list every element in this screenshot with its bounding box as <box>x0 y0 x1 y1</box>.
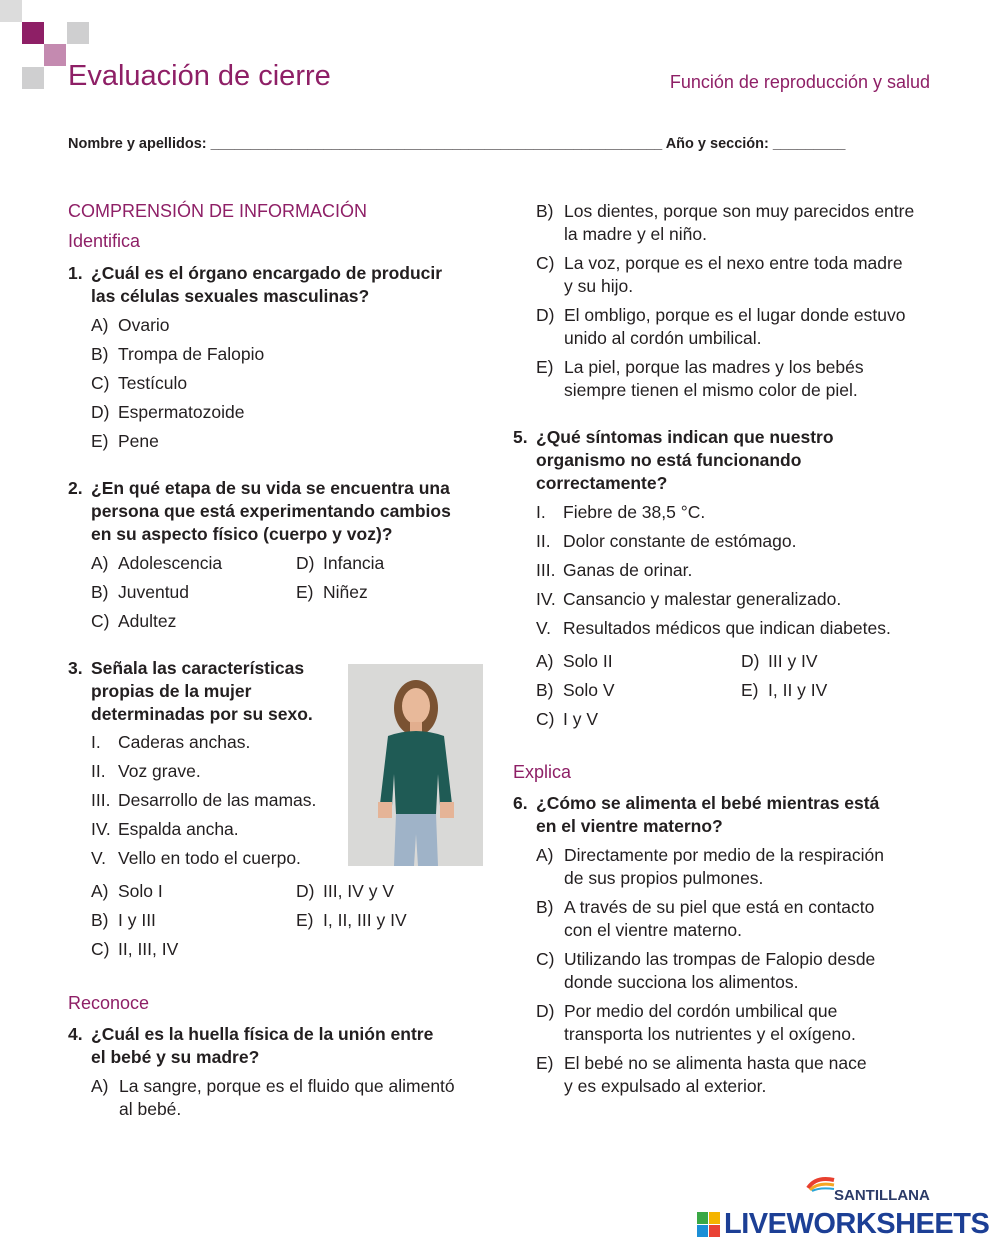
answer-option[interactable]: D) Infancia <box>296 553 385 573</box>
answer-option[interactable]: B) Juventud <box>91 582 190 602</box>
statement-item: I. Fiebre de 38,5 °C. <box>536 502 706 522</box>
answer-option[interactable]: B) A través de su piel que está en contacto con el vientre materno. <box>536 897 875 940</box>
answer-option[interactable]: E) I, II, III y IV <box>296 910 407 930</box>
subsection-heading: Reconoce <box>68 993 150 1013</box>
santillana-logo-icon <box>806 1176 836 1192</box>
statement-item: II. Voz grave. <box>91 761 201 781</box>
subsection-heading: Identifica <box>68 231 141 251</box>
answer-option[interactable]: B) Los dientes, porque son muy parecidos entre la madre y el niño. <box>536 201 915 244</box>
statement-item: III. Desarrollo de las mamas. <box>91 790 317 810</box>
answer-option[interactable]: E) La piel, porque las madres y los bebés siempre tienen el mismo color de piel. <box>536 357 864 400</box>
question-text: ¿Qué síntomas indican que nuestro organismo no está funcionando correctamente? <box>536 427 834 493</box>
question-text: Señala las características propias de la mujer determinadas por su sexo. <box>91 658 313 724</box>
question-number: 1. <box>68 263 83 283</box>
answer-option[interactable]: D) III, IV y V <box>296 881 394 901</box>
decor-square <box>44 44 66 66</box>
answer-option[interactable]: C) Testículo <box>91 373 188 393</box>
left-column <box>68 200 498 1121</box>
liveworksheets-logo-icon <box>697 1212 721 1238</box>
page-title: Evaluación de cierre <box>68 60 331 92</box>
answer-option[interactable]: E) I, II y IV <box>741 680 828 700</box>
answer-option[interactable]: C) Utilizando las trompas de Falopio desde donde succiona los alimentos. <box>536 949 876 992</box>
question-2 <box>68 477 498 633</box>
decor-square <box>67 22 89 44</box>
question-4 <box>68 1023 498 1121</box>
statement-item: II. Dolor constante de estómago. <box>536 531 797 551</box>
answer-option[interactable]: B) I y III <box>91 910 156 930</box>
question-number: 3. <box>68 658 83 678</box>
decor-square <box>0 0 22 22</box>
question-number: 5. <box>513 427 528 447</box>
section-heading: COMPRENSIÓN DE INFORMACIÓN <box>68 201 368 221</box>
answer-option[interactable]: B) Trompa de Falopio <box>91 344 265 364</box>
question-number: 2. <box>68 478 83 498</box>
answer-option[interactable]: A) Adolescencia <box>91 553 223 573</box>
answer-option[interactable]: A) Ovario <box>91 315 170 335</box>
page-subtitle: Función de reproducción y salud <box>669 72 930 92</box>
answer-option[interactable]: A) Solo II <box>536 651 613 671</box>
statement-item: III. Ganas de orinar. <box>536 560 693 580</box>
statement-item: IV. Espalda ancha. <box>91 819 239 839</box>
question-number: 4. <box>68 1024 83 1044</box>
name-section-field[interactable]: Nombre y apellidos: ________________________________________________________ Año y sección: _________ <box>68 136 846 152</box>
liveworksheets-logo[interactable]: LIVEWORKSHEETS <box>724 1208 990 1240</box>
answer-option[interactable]: C) II, III, IV <box>91 939 179 959</box>
answer-option[interactable]: C) La voz, porque es el nexo entre toda madre y su hijo. <box>536 253 903 296</box>
question-number: 6. <box>513 793 528 813</box>
woman-photo <box>348 664 483 866</box>
statement-item: I. Caderas anchas. <box>91 732 251 752</box>
statement-item: V. Resultados médicos que indican diabetes. <box>536 618 891 638</box>
answer-option[interactable]: E) El bebé no se alimenta hasta que nace y es expulsado al exterior. <box>536 1053 867 1096</box>
decor-square <box>22 67 44 89</box>
answer-option[interactable]: A) Directamente por medio de la respiración de sus propios pulmones. <box>536 845 885 888</box>
subsection-heading: Explica <box>513 762 572 782</box>
question-text: ¿Cuál es la huella física de la unión entre el bebé y su madre? <box>91 1024 434 1067</box>
answer-option[interactable]: D) Por medio del cordón umbilical que transporta los nutrientes y el oxígeno. <box>536 1001 856 1044</box>
question-text: ¿Cuál es el órgano encargado de producir las células sexuales masculinas? <box>91 263 443 306</box>
right-column <box>513 200 943 1098</box>
statement-item: V. Vello en todo el cuerpo. <box>91 848 301 868</box>
santillana-logo: SANTILLANA <box>834 1187 930 1204</box>
answer-option[interactable]: E) Pene <box>91 431 159 451</box>
decor-square <box>22 22 44 44</box>
answer-option[interactable]: D) Espermatozoide <box>91 402 245 422</box>
question-6 <box>513 792 943 1098</box>
question-text: ¿Cómo se alimenta el bebé mientras está en el vientre materno? <box>536 793 880 836</box>
answer-option[interactable]: C) I y V <box>536 709 599 729</box>
statement-item: IV. Cansancio y malestar generalizado. <box>536 589 842 609</box>
answer-option[interactable]: D) III y IV <box>741 651 818 671</box>
answer-option[interactable]: C) Adultez <box>91 611 177 631</box>
question-text: ¿En qué etapa de su vida se encuentra una persona que está experimentando cambios en su aspecto físico (cuerpo y voz)? <box>91 478 451 544</box>
question-4-continued <box>513 200 943 402</box>
answer-option[interactable]: B) Solo V <box>536 680 615 700</box>
answer-option[interactable]: E) Niñez <box>296 582 368 602</box>
answer-option[interactable]: D) El ombligo, porque es el lugar donde estuvo unido al cordón umbilical. <box>536 305 906 348</box>
answer-option[interactable]: A) La sangre, porque es el fluido que alimentó al bebé. <box>91 1076 455 1119</box>
answer-option[interactable]: A) Solo I <box>91 881 163 901</box>
question-1 <box>68 262 498 453</box>
question-5 <box>513 426 943 731</box>
